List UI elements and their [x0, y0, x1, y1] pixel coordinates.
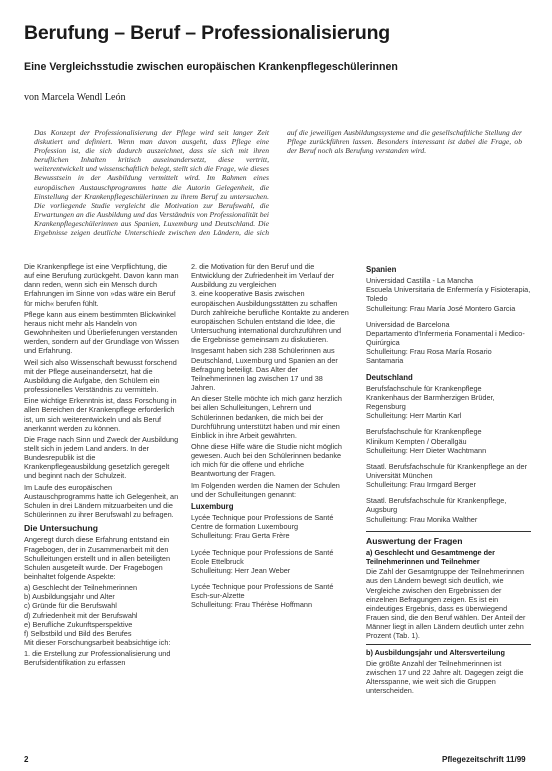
school-head: Schulleitung: Frau Gerta Frère [191, 531, 290, 541]
school-head: Schulleitung: Herr Martin Karl [366, 411, 462, 421]
paragraph: Ohne diese Hilfe wäre die Studie nicht möglich gewesen. Auch bei den Schülerinnen bedanke ich mich für die offene und ehrliche Beantwortung der Fragen. [191, 441, 342, 479]
list-item: c) Gründe für die Berufswahl [24, 601, 117, 611]
list-item: e) Berufliche Zukunftsperspektive [24, 619, 133, 629]
school-name: Lycée Technique pour Professions de Santé [191, 513, 334, 523]
school-head: Schulleitung: Herr Jean Weber [191, 565, 291, 575]
school-entry [366, 427, 531, 454]
article-subtitle: Eine Vergleichsstudie zwischen europäischen Krankenpflegeschülerinnen [24, 61, 398, 73]
paragraph: Durch zahlreiche berufliche Kontakte zu anderen europäischen Schulen entstand die Idee, die Untersuchung international durchzuführen und die Ergebnisse gemeinsam zu diskutieren. [191, 307, 349, 345]
school-name: Lycée Technique pour Professions de Santé [191, 547, 334, 557]
page-number: 2 [24, 755, 29, 764]
paragraph: An dieser Stelle möchte ich mich ganz herzlich bei allen Schulleitungen, Lehrern und Schülerinnen bedanken, die mich bei der Durchführung unterstützt haben und mir einen Einblick in ihre Arbeit gewährten. [191, 394, 342, 440]
school-entry [366, 496, 531, 523]
school-head: Schulleitung: Frau Irmgard Berger [366, 480, 476, 490]
country-heading-germany: Deutschland [366, 372, 413, 382]
section-divider [366, 644, 531, 645]
school-location: Ecole Ettelbruck [191, 556, 244, 566]
paragraph: Im Laufe des europäischen Austauschprogramms hatte ich Gelegenheit, an Schulen in drei Ländern mitzuarbeiten und die Schülerinnen zu ihrer Berufswahl zu befragen. [24, 482, 179, 520]
country-heading-spain: Spanien [366, 265, 397, 274]
section-heading-method: Die Untersuchung [24, 523, 99, 534]
paragraph: Im Folgenden werden die Namen der Schulen und der Schulleitungen genannt: [191, 480, 340, 499]
school-head: Schulleitung: Herr Dieter Wachtmann [366, 445, 487, 455]
article-title: Berufung – Beruf – Professionalisierung [24, 22, 391, 44]
paragraph: Die Krankenpflege ist eine Verpflichtung, die auf eine Berufung zurückgeht. Davon kann man dann reden, wenn sich ein Mensch durch Erfahrungen im Sinne von »das wäre ein Beruf für mich« berufen fühlt. [24, 262, 179, 308]
text-column-1 [24, 262, 179, 750]
school-location: Escuela Universitaria de Enfermería y Fisioterapia, Toledo [366, 285, 531, 304]
paragraph: Mit dieser Forschungsarbeit beabsichtige ich: [24, 638, 171, 648]
paragraph: Pflege kann aus einem bestimmten Blickwinkel heraus nicht mehr als Handeln von Gewohnheiten und Überlieferungen verstanden werden, sondern auf der Grundlage von Wissen und Erfahrung. [24, 309, 179, 356]
country-heading-luxembourg: Luxemburg [191, 501, 234, 511]
school-head: Schulleitung: Frau Monika Walther [366, 514, 478, 524]
school-entry [366, 276, 531, 313]
list-item: 3. eine kooperative Basis zwischen europäischen Ausbildungsstätten zu schaffen [191, 289, 338, 308]
journal-footer: Pflegezeitschrift 11/99 [442, 755, 526, 764]
school-name: Berufsfachschule für Krankenpflege [366, 383, 482, 393]
article-author: von Marcela Wendl León [24, 92, 126, 103]
article-abstract: Das Konzept der Professionalisierung der Pflege wird seit langer Zeit diskutiert und definiert. Wenn man davon ausgeht, dass Pflege eine Profession ist, die sich dadurch auszeichnet, dass sie sich mit ihren beruflichen Inhalten kritisch auseinandersetzt, diese vertritt, weiterentwickelt und wissenschaftlich belegt, stellt sich die Frage, wie dieses Bewusstsein in der Ausbildung vermittelt wird. Im Rahmen eines europäischen Austauschprogramms hatte die Autorin Gelegenheit, die Einstellung der Krankenpflegeschülerinnen zu ihrem Beruf zu untersuchen. Die vorliegende Studie vergleicht die Motivation zur Berufswahl, die Erwartungen an die Ausbildung und das Verständnis von Professionalität bei Krankenpflegeschülerinnen aus Spanien, Luxemburg und Deutschland. Die Ergebnisse zeigen deutliche Unterschiede zwischen den Ländern, die sich auf die jeweiligen Ausbildungssysteme und die gesellschaftliche Stellung der Pflege zurückführen lassen. Besonders interessant ist dabei die Frage, ob der Beruf noch als Berufung verstanden wird. [34, 128, 522, 238]
paragraph: Weil sich also Wissenschaft bewusst forschend mit der Pflege auseinandersetzt, hat die Ausbildung die Aufgabe, den Schülern ein professionelles Verständnis zu vermitteln. [24, 357, 177, 395]
list-item: a) Geschlecht der Teilnehmerinnen [24, 583, 138, 593]
school-entry [366, 320, 531, 366]
paragraph: Die größte Anzahl der Teilnehmerinnen ist zwischen 17 und 22 Jahre alt. Dagegen zeigt die Altersspanne, wie weit sich die Gruppen unterscheiden. [366, 658, 524, 696]
paragraph: Die Zahl der Gesamtgruppe der Teilnehmerinnen aus den Ländern bewegt sich deutlich, wie Vergleiche zwischen den Ergebnissen der einzelnen Befragungen zeigen. Es ist ein eindeutiges Ergebnis, dass es überwiegend Frauen sind, die den Beruf wählen. Der Anteil der Männer liegt in allen Ländern deutlich unter zehn Prozent (Tab. 1). [366, 567, 526, 641]
school-location: Esch-sur-Alzette [191, 591, 245, 601]
school-name: Berufsfachschule für Krankenpflege [366, 427, 482, 437]
school-location: Klinikum Kempten / Oberallgäu [366, 436, 467, 446]
list-item: 2. die Motivation für den Beruf und die Entwicklung der Zufriedenheit im Verlauf der Ausbildung zu vergleichen [191, 262, 335, 290]
paragraph: Angeregt durch diese Erfahrung entstand ein Fragebogen, der in Zusammenarbeit mit den Schulleitungen erstellt und in allen beteiligten Schulen ausgeteilt wurde. Der Fragebogen beinhaltet folgende Aspekte: [24, 535, 171, 581]
school-entry [366, 462, 531, 489]
school-name: Staatl. Berufsfachschule für Krankenpflege, Augsburg [366, 496, 507, 515]
school-head: Schulleitung: Frau María José Montero Garcia [366, 303, 516, 313]
text-column-3 [366, 262, 531, 750]
school-entry [191, 513, 349, 540]
school-head: Schulleitung: Frau Thérèse Hoffmann [191, 600, 313, 610]
paragraph: Insgesamt haben sich 238 Schülerinnen aus Deutschland, Luxemburg und Spanien an der Befragung beteiligt. Das Alter der Teilnehmerinnen lag zwischen 17 und 38 Jahren. [191, 346, 338, 393]
school-head: Schulleitung: Frau Rosa María Rosario Santamaria [366, 347, 492, 366]
school-name: Lycée Technique pour Professions de Santé [191, 582, 334, 591]
subsection-heading: a) Geschlecht und Gesamtmenge der Teilnehmerinnen und Teilnehmer [366, 547, 495, 567]
school-entry [366, 384, 531, 421]
school-name: Universidad de Barcelona [366, 319, 450, 329]
list-item: b) Ausbildungsjahr und Alter [24, 592, 115, 602]
text-column-2 [191, 262, 349, 750]
paragraph: Eine wichtige Erkenntnis ist, dass Forschung in allen Bereichen der Krankenpflege erforderlich ist, um sich weiterentwickeln und als Beruf anerkannt werden zu können. [24, 396, 177, 433]
subsection-heading: b) Ausbildungsjahr und Altersverteilung [366, 648, 505, 658]
list-item: f) Selbstbild und Bild des Berufes [24, 628, 132, 638]
school-location: Departamento d'Infermeria Fonamental i Medico-Quirúrgica [366, 328, 525, 348]
paragraph: Die Frage nach Sinn und Zweck der Ausbildung stellt sich in jedem Land anders. In der Bundesrepublik ist die Krankenpflegeausbildung gesetzlich geregelt und beginnt nach der Schulzeit. [24, 434, 179, 481]
school-entry [191, 548, 349, 575]
school-location: Krankenhaus der Barmherzigen Brüder, Regensburg [366, 392, 495, 412]
section-heading-results: Auswertung der Fragen [366, 535, 463, 546]
school-entry [191, 582, 349, 609]
school-name: Universidad Castilla - La Mancha [366, 276, 474, 286]
list-item: 1. die Erstellung zur Professionalisierung und Berufsidentifikation zu erfassen [24, 649, 171, 668]
school-name: Staatl. Berufsfachschule für Krankenpflege an der Universität München [366, 461, 528, 480]
list-item: d) Zufriedenheit mit der Berufswahl [24, 610, 138, 620]
school-location: Centre de formation Luxembourg [191, 522, 299, 532]
section-divider [366, 531, 531, 532]
